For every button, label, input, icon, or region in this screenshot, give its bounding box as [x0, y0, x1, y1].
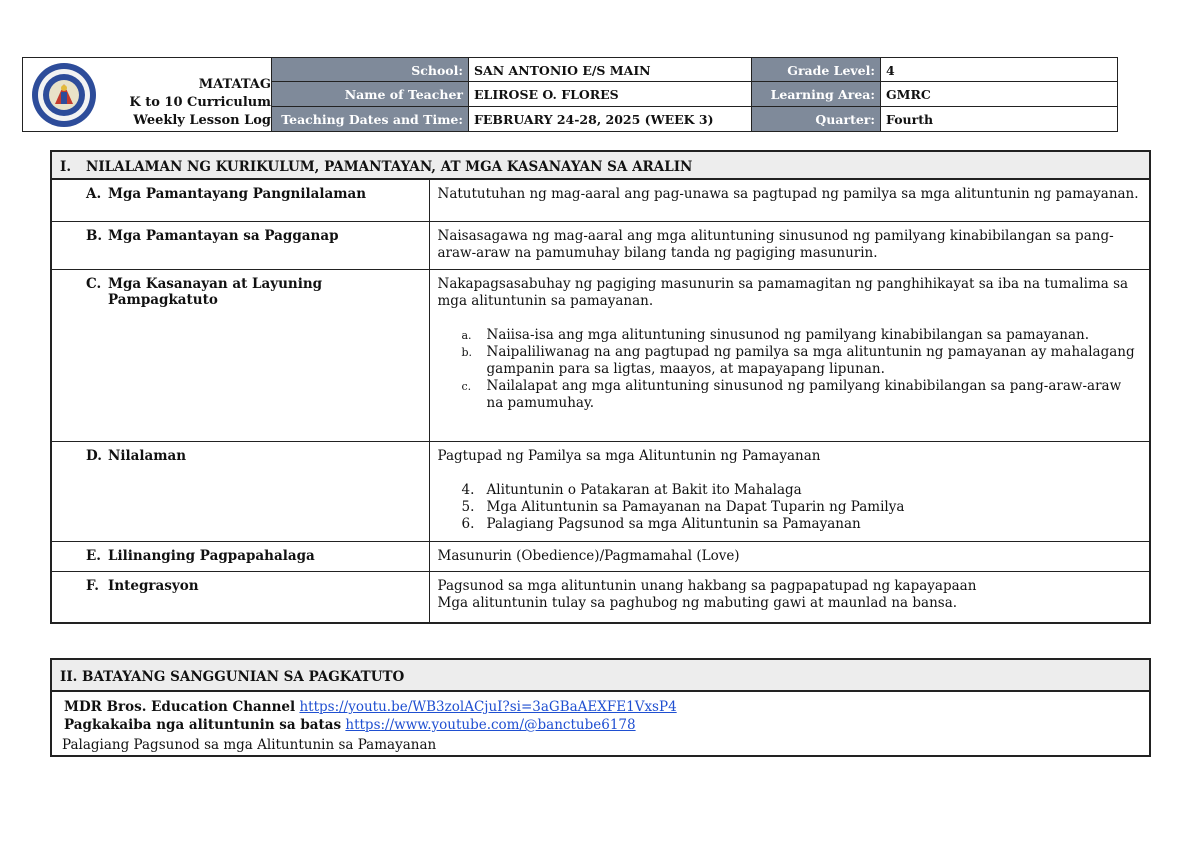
row-letter: F. [86, 577, 99, 594]
row-letter: B. [86, 227, 103, 244]
integration-line-2: Mga alituntunin tulay sa paghubog ng mabuting gawi at maunlad na bansa. [437, 594, 958, 611]
row-label-text: Mga Pamantayan sa Pagganap [108, 227, 339, 244]
integration-content [429, 571, 1150, 623]
row-letter: E. [86, 547, 101, 564]
row-label-text-line2: Pampagkatuto [108, 291, 218, 308]
references-body [51, 691, 1150, 734]
school-value: SAN ANTONIO E/S MAIN [468, 58, 751, 82]
content-topics [429, 441, 1150, 541]
list-marker: b. [461, 345, 473, 359]
grade-level-label: Grade Level: [751, 58, 880, 82]
reference-2 [64, 716, 1149, 734]
header-titles [129, 76, 271, 130]
values-label [51, 541, 429, 571]
list-item [438, 516, 1142, 533]
references-table [50, 658, 1151, 757]
row-label-text: Nilalaman [108, 447, 187, 464]
row-letter: C. [86, 275, 102, 292]
topics-list [438, 482, 1142, 533]
section-1-title [51, 151, 1150, 179]
list-marker: 6. [461, 515, 475, 532]
lesson-log-header [22, 57, 1118, 132]
content-intro: Pagtupad ng Pamilya sa mga Alituntunin ng Pamayanan [437, 447, 821, 464]
quarter-label: Quarter: [751, 107, 880, 131]
section-2-header [51, 659, 1150, 691]
reference-1-label: MDR Bros. Education Channel [64, 699, 296, 715]
row-integration [51, 571, 1150, 623]
row-performance-standards [51, 221, 1150, 269]
row-letter: A. [86, 186, 102, 202]
row-learning-competencies [51, 269, 1150, 441]
grade-level-value: 4 [880, 58, 1117, 82]
integration-label [51, 571, 429, 623]
teacher-label: Name of Teacher [271, 82, 468, 106]
values-text: Masunurin (Obedience)/Pagmamahal (Love) [429, 541, 1150, 571]
header-title-log: Weekly Lesson Log [133, 113, 271, 128]
teaching-dates-label: Teaching Dates and Time: [271, 107, 468, 131]
references-row [51, 691, 1150, 734]
quarter-value: Fourth [880, 107, 1117, 131]
row-label-text-line1: Mga Kasanayan at Layuning [108, 275, 323, 292]
content-standards-label [51, 179, 429, 221]
section-1-number: I. [60, 159, 72, 175]
row-values [51, 541, 1150, 571]
section-1-header [51, 151, 1150, 179]
competency-intro: Nakapagsasabuhay ng pagiging masunurin sa pamamagitan ng panghihikayat sa iba na tumalima sa mga alituntunin sa pamayanan. [437, 275, 1129, 309]
list-item-text: Palagiang Pagsunod sa mga Alituntunin sa Pamayanan [486, 515, 861, 532]
reference-2-label: Pagkakaiba nga alituntunin sa batas [64, 717, 342, 733]
curriculum-content-table [50, 150, 1151, 624]
reference-2-link[interactable]: https://www.youtube.com/@banctube6178 [345, 717, 636, 733]
list-marker: 4. [461, 481, 475, 498]
performance-standards-text: Naisasagawa ng mag-aaral ang mga alituntuning sinusunod ng pamilyang kinabibilangan sa pang-araw-araw na pamumuhay bilang tanda ng pagiging masunurin. [429, 221, 1150, 269]
reference-1-link[interactable]: https://youtu.be/WB3zolACjuI?si=3aGBaAEXFE1VxsP4 [299, 699, 677, 715]
reference-1 [64, 698, 1149, 716]
objectives-list [438, 327, 1142, 412]
row-letter: D. [86, 447, 102, 464]
list-marker: 5. [461, 498, 475, 515]
content-standards-text: Natututuhan ng mag-aaral ang pag-unawa sa pagtupad ng pamilya sa mga alituntunin ng pamayanan. [429, 179, 1150, 221]
header-branding [23, 58, 271, 131]
list-item-text: Alituntunin o Patakaran at Bakit ito Mahalaga [486, 481, 802, 498]
row-label-text: Integrasyon [108, 577, 199, 594]
learning-area-label: Learning Area: [751, 82, 880, 106]
list-item [438, 327, 1142, 344]
list-item-text: Naiisa-isa ang mga alituntuning sinusunod ng pamilyang kinabibilangan sa pamayanan. [486, 326, 1090, 343]
school-label: School: [271, 58, 468, 82]
deped-seal-icon [31, 62, 97, 128]
list-item-text: Mga Alituntunin sa Pamayanan na Dapat Tuparin ng Pamilya [486, 498, 905, 515]
row-label-text: Lilinanging Pagpapahalaga [108, 547, 315, 564]
list-item [438, 499, 1142, 516]
section-2-title: II. BATAYANG SANGGUNIAN SA PAGKATUTO [51, 659, 1150, 691]
references-note-row [51, 734, 1150, 756]
content-label [51, 441, 429, 541]
teaching-dates-value: FEBRUARY 24-28, 2025 (WEEK 3) [468, 107, 751, 131]
learning-competencies-label [51, 269, 429, 441]
list-item-text: Nailalapat ang mga alituntuning sinusunod ng pamilyang kinabibilangan sa pang-araw-araw na pamumuhay. [486, 377, 1122, 411]
teacher-value: ELIROSE O. FLORES [468, 82, 751, 106]
header-title-curriculum: K to 10 Curriculum [129, 95, 271, 110]
header-title-matatag: MATATAG [198, 77, 271, 92]
section-1-title-text: NILALAMAN NG KURIKULUM, PAMANTAYAN, AT MGA KASANAYAN SA ARALIN [86, 159, 693, 175]
row-label-text: Mga Pamantayang Pangnilalaman [108, 186, 367, 202]
integration-line-1: Pagsunod sa mga alituntunin unang hakbang sa pagpapatupad ng kapayapaan [437, 577, 977, 594]
list-item [438, 344, 1142, 378]
references-note: Palagiang Pagsunod sa mga Alituntunin sa Pamayanan [51, 734, 1150, 756]
list-marker: c. [461, 379, 472, 393]
row-content-standards [51, 179, 1150, 221]
list-item [438, 378, 1142, 412]
performance-standards-label [51, 221, 429, 269]
row-content [51, 441, 1150, 541]
learning-area-value: GMRC [880, 82, 1117, 106]
learning-competencies-content [429, 269, 1150, 441]
list-marker: a. [461, 328, 472, 342]
header-info-grid [271, 58, 1117, 131]
list-item [438, 482, 1142, 499]
list-item-text: Naipaliliwanag na ang pagtupad ng pamilya sa mga alituntunin ng pamayanan ay mahalagang gampanin para sa ligtas, maayos, at mapayapang lipunan. [486, 343, 1135, 377]
